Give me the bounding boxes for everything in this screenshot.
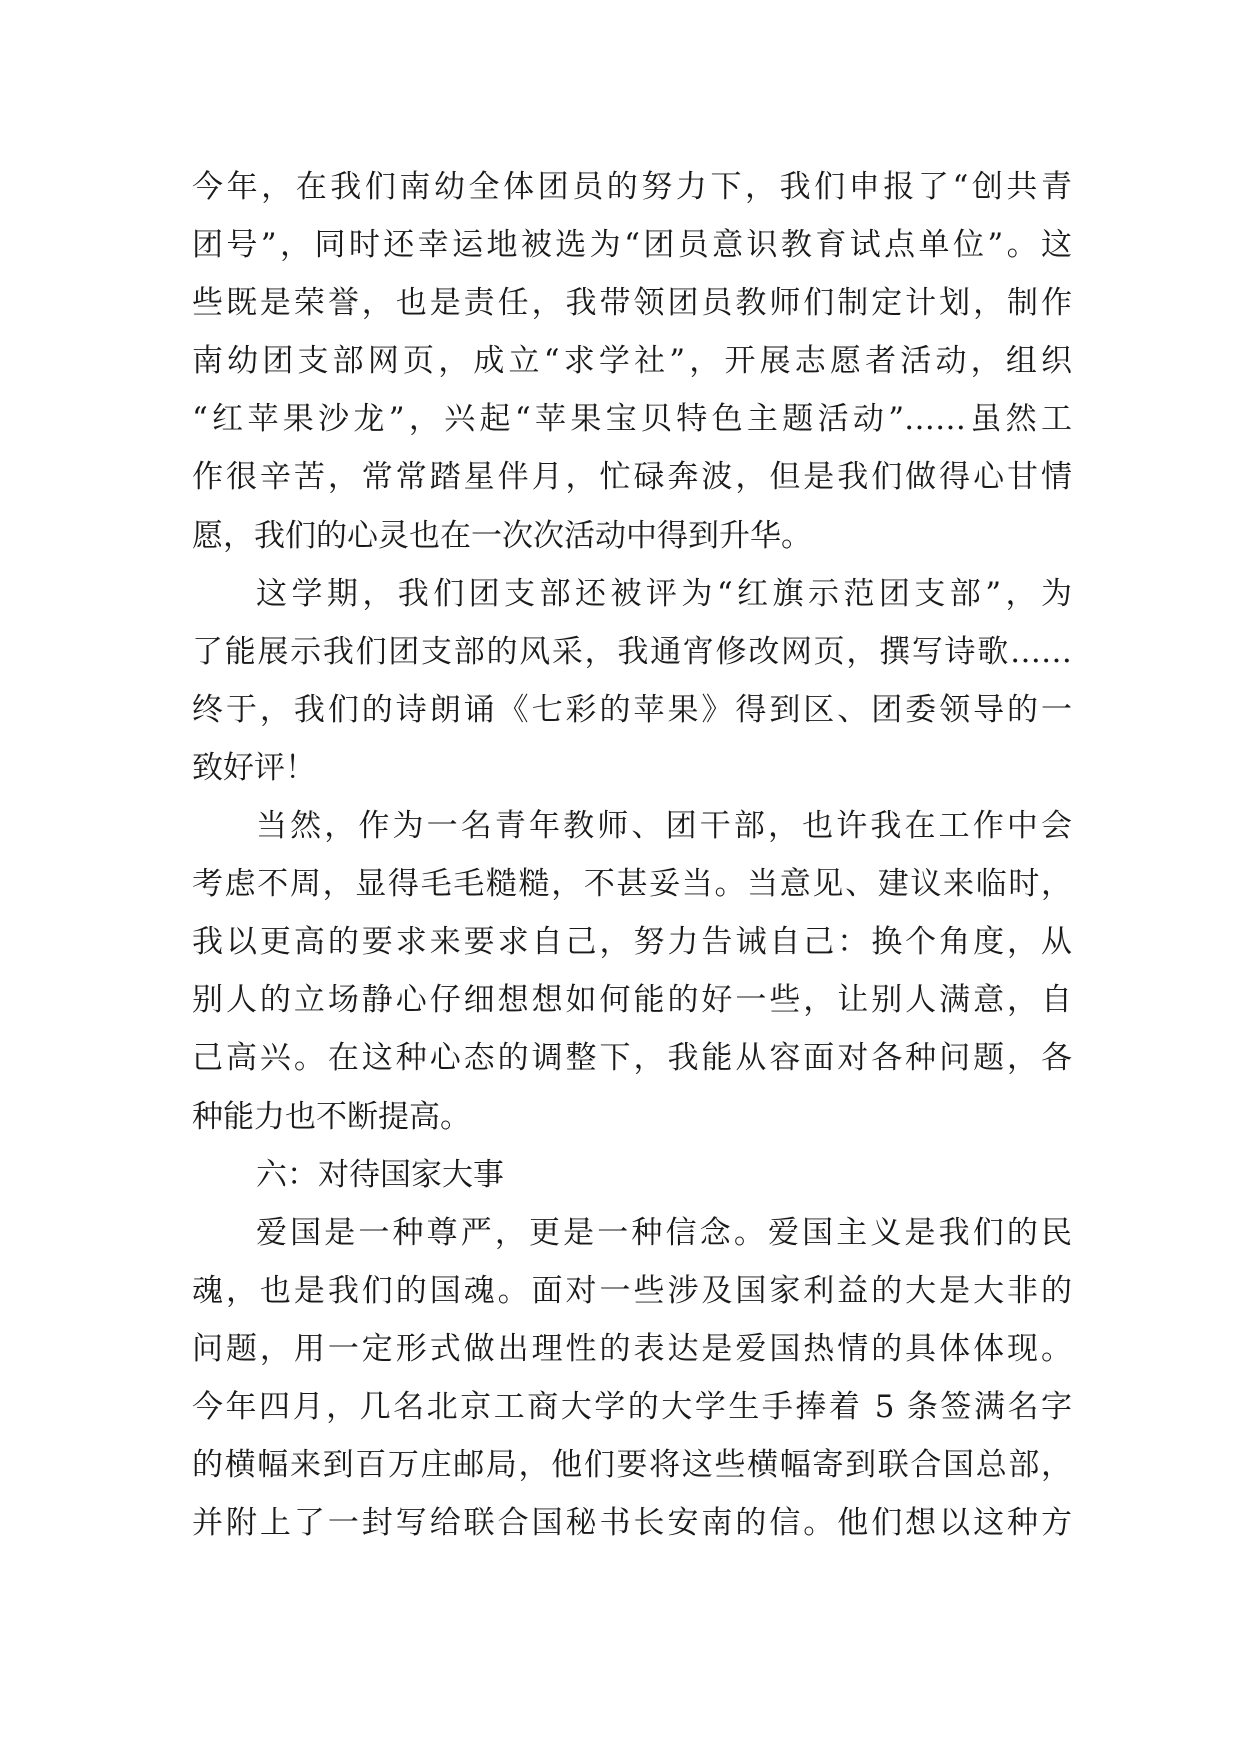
paragraph-start-line: 爱国是一种尊严，更是一种信念。爱国主义是我们的民 [256,1214,1072,1251]
text-line: 团号”，同时还幸运地被选为“团员意识教育试点单位”。这 [192,227,1072,264]
text-line: 我以更高的要求来要求自己，努力告诫自己：换个角度，从 [192,924,1072,961]
text-line: “红苹果沙龙”，兴起“苹果宝贝特色主题活动”……虽然工 [192,401,1072,438]
text-line: 魂，也是我们的国魂。面对一些涉及国家利益的大是大非的 [192,1272,1072,1309]
text-line: 愿，我们的心灵也在一次次活动中得到升华。 [192,517,812,554]
paragraph-start-line: 这学期，我们团支部还被评为“红旗示范团支部”，为 [256,575,1072,612]
text-line: 今年，在我们南幼全体团员的努力下，我们申报了“创共青 [192,169,1072,205]
body-text [192,158,1072,1552]
text-line: 并附上了一封写给联合国秘书长安南的信。他们想以这种方 [192,1505,1072,1542]
text-line: 致好评！ [192,749,316,786]
text-line: 己高兴。在这种心态的调整下，我能从容面对各种问题，各 [192,1040,1072,1077]
section-heading: 六：对待国家大事 [256,1156,504,1193]
text-line: 今年四月，几名北京工商大学的大学生手捧着 5 条签满名字 [192,1388,1072,1425]
text-line: 的横幅来到百万庄邮局，他们要将这些横幅寄到联合国总部， [192,1447,1072,1484]
text-line: 南幼团支部网页，成立“求学社”，开展志愿者活动，组织 [192,343,1072,380]
paragraph-start-line: 当然，作为一名青年教师、团干部，也许我在工作中会 [256,808,1072,845]
text-line: 问题，用一定形式做出理性的表达是爱国热情的具体体现。 [192,1330,1072,1367]
text-line: 作很辛苦，常常踏星伴月，忙碌奔波，但是我们做得心甘情 [192,459,1072,496]
text-line: 考虑不周，显得毛毛糙糙，不甚妥当。当意见、建议来临时， [192,866,1072,903]
text-line: 终于，我们的诗朗诵《七彩的苹果》得到区、团委领导的一 [192,691,1072,728]
text-line: 别人的立场静心仔细想想如何能的好一些，让别人满意，自 [192,982,1072,1019]
text-line: 些既是荣誉，也是责任，我带领团员教师们制定计划，制作 [192,285,1072,322]
text-line: 种能力也不断提高。 [192,1098,471,1135]
text-line: 了能展示我们团支部的风采，我通宵修改网页，撰写诗歌…… [192,633,1072,670]
